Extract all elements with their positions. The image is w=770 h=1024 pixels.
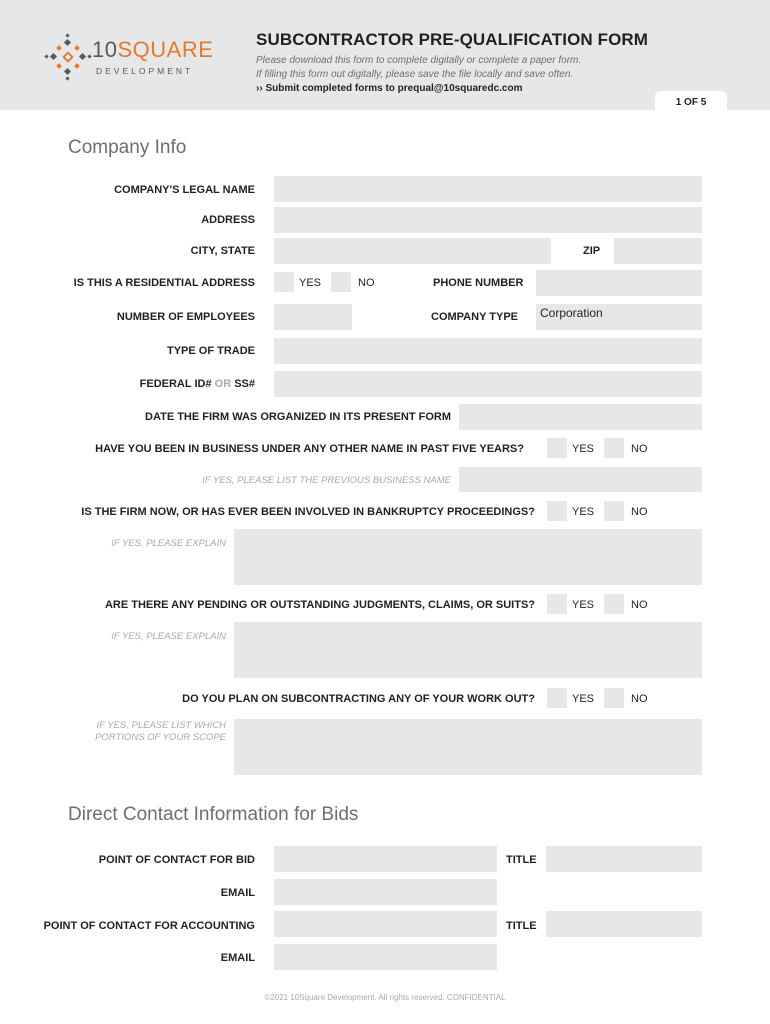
other-name-no-checkbox[interactable] <box>604 438 624 458</box>
judgments-explain-field[interactable] <box>234 622 702 678</box>
federal-id-label: FEDERAL ID# OR SS# <box>139 378 255 390</box>
section-title-company-info: Company Info <box>68 137 187 158</box>
poc-accounting-field[interactable] <box>274 911 497 937</box>
residential-label: IS THIS A RESIDENTIAL ADDRESS <box>73 277 255 289</box>
federal-id-field[interactable] <box>274 371 702 397</box>
submit-instruction: ›› Submit completed forms to prequal@10squaredc.com <box>256 83 523 94</box>
bankruptcy-no-label: NO <box>631 506 648 518</box>
other-name-yes-checkbox[interactable] <box>547 438 567 458</box>
poc-accounting-title-field[interactable] <box>546 911 702 937</box>
footer-copyright: ©2021 10Square Development. All rights reserved. CONFIDENTIAL <box>264 993 506 1002</box>
subcontract-no-label: NO <box>631 693 648 705</box>
form-title: SUBCONTRACTOR PRE-QUALIFICATION FORM <box>256 30 649 49</box>
judgments-question: ARE THERE ANY PENDING OR OUTSTANDING JUDGMENTS, CLAIMS, OR SUITS? <box>104 599 535 611</box>
other-name-question: HAVE YOU BEEN IN BUSINESS UNDER ANY OTHER NAME IN PAST FIVE YEARS? <box>95 443 524 455</box>
accounting-email-field[interactable] <box>274 944 497 970</box>
company-type-value: Corporation <box>540 306 603 320</box>
bankruptcy-explain-field[interactable] <box>234 529 702 585</box>
page-indicator: 1 OF 5 <box>655 91 727 118</box>
city-state-field[interactable] <box>274 238 551 264</box>
legal-name-field[interactable] <box>274 176 702 202</box>
judgments-yes-checkbox[interactable] <box>547 594 567 614</box>
poc-accounting-label: POINT OF CONTACT FOR ACCOUNTING <box>43 920 255 932</box>
zip-label: ZIP <box>583 245 601 257</box>
residential-yes-checkbox[interactable] <box>274 272 294 292</box>
other-name-yes-label: YES <box>572 443 595 455</box>
legal-name-label: COMPANY'S LEGAL NAME <box>114 184 255 196</box>
bankruptcy-yes-checkbox[interactable] <box>547 501 567 521</box>
brand-subtitle: DEVELOPMENT <box>96 66 194 76</box>
other-name-hint: IF YES, PLEASE LIST THE PREVIOUS BUSINESS NAME <box>202 475 451 486</box>
subcontract-no-checkbox[interactable] <box>604 688 624 708</box>
address-field[interactable] <box>274 207 702 233</box>
residential-no-label: NO <box>358 277 375 289</box>
subcontract-question: DO YOU PLAN ON SUBCONTRACTING ANY OF YOUR WORK OUT? <box>182 693 535 705</box>
accounting-email-label: EMAIL <box>220 952 255 964</box>
judgments-no-checkbox[interactable] <box>604 594 624 614</box>
zip-field[interactable] <box>614 238 702 264</box>
judgments-no-label: NO <box>631 599 648 611</box>
subcontract-yes-checkbox[interactable] <box>547 688 567 708</box>
company-type-label: COMPANY TYPE <box>431 311 518 323</box>
bankruptcy-no-checkbox[interactable] <box>604 501 624 521</box>
bid-email-field[interactable] <box>274 879 497 905</box>
judgments-yes-label: YES <box>572 599 595 611</box>
employees-field[interactable] <box>274 304 352 330</box>
subcontract-yes-label: YES <box>572 693 595 705</box>
poc-bid-title-field[interactable] <box>546 846 702 872</box>
subcontract-portions-hint: IF YES, PLEASE LIST WHICH PORTIONS OF YOUR SCOPE <box>95 720 226 743</box>
residential-yes-label: YES <box>299 277 322 289</box>
phone-field[interactable] <box>536 270 702 296</box>
date-organized-field[interactable] <box>459 404 702 430</box>
bankruptcy-explain-hint: IF YES, PLEASE EXPLAIN <box>111 538 226 549</box>
brand-wordmark: 10SQUARE <box>92 37 214 62</box>
instruction-line-2: If filling this form out digitally, please save the file locally and save often. <box>256 69 574 80</box>
judgments-explain-hint: IF YES, PLEASE EXPLAIN <box>111 631 226 642</box>
section-title-direct-contact: Direct Contact Information for Bids <box>68 804 359 825</box>
employees-label: NUMBER OF EMPLOYEES <box>116 311 255 323</box>
bankruptcy-question: IS THE FIRM NOW, OR HAS EVER BEEN INVOLVED IN BANKRUPTCY PROCEEDINGS? <box>81 506 535 518</box>
city-state-label: CITY, STATE <box>190 245 255 257</box>
poc-bid-field[interactable] <box>274 846 497 872</box>
instruction-line-1: Please download this form to complete digitally or complete a paper form. <box>256 55 582 66</box>
other-name-no-label: NO <box>631 443 648 455</box>
trade-field[interactable] <box>274 338 702 364</box>
phone-label: PHONE NUMBER <box>433 277 524 289</box>
subcontract-portions-field[interactable] <box>234 719 702 775</box>
poc-accounting-title-label: TITLE <box>506 920 537 932</box>
address-label: ADDRESS <box>201 214 255 226</box>
residential-no-checkbox[interactable] <box>331 272 351 292</box>
previous-name-field[interactable] <box>459 467 702 492</box>
poc-bid-title-label: TITLE <box>506 854 537 866</box>
trade-label: TYPE OF TRADE <box>166 345 255 357</box>
bankruptcy-yes-label: YES <box>572 506 595 518</box>
poc-bid-label: POINT OF CONTACT FOR BID <box>98 854 255 866</box>
company-type-select[interactable] <box>536 304 702 330</box>
bid-email-label: EMAIL <box>220 887 255 899</box>
date-organized-label: DATE THE FIRM WAS ORGANIZED IN ITS PRESENT FORM <box>145 411 451 423</box>
